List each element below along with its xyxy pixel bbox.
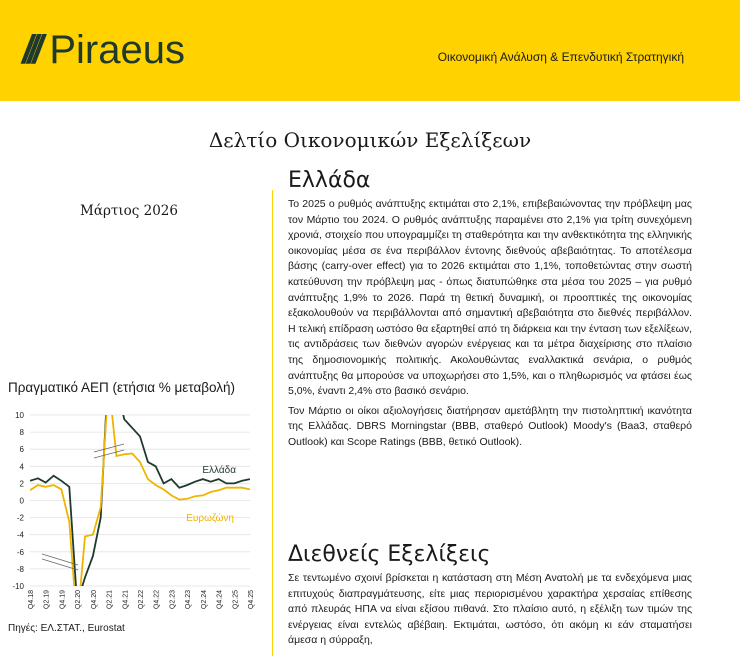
international-paragraph-1: Σε τεντωμένο σχοινί βρίσκεται η κατάσταση στη Μέση Ανατολή με τα ενδεχόμενα μιας επιτυχούς διαπραγμάτευσης, είτε μιας περιορισμένου χαρακτήρα χερσαίας επίθεσης από πλευράς ΗΠΑ να είναι εξίσου πιθανά. Στο πλαίσιο αυτό, η εξέλιξη των τιμών της ενέργειας είναι εντελώς αβέβαιη. Εκτιμάται, ωστόσο, ότι ακόμη κι εάν σταματήσει άμεσα η σύρραξη, (288, 572, 692, 647)
y-tick-label: -10 (12, 582, 24, 591)
x-tick-label: Q4.18 (28, 590, 35, 610)
y-tick-label: 0 (19, 496, 24, 506)
y-tick-label: 10 (15, 411, 24, 420)
document-title: Δελτίο Οικονομικών Εξελίξεων (208, 128, 532, 152)
x-tick-label: Q4.22 (153, 590, 161, 610)
greece-paragraph-2: Τον Μάρτιο οι οίκοι αξιολογήσεις διατήρησαν αμετάβλητη την πιστοληπτική ικανότητα της Ελλάδας. DBRS Morningstar (BBB, σταθερό Outlook) Moody's (Baa3, σταθερό Outlook) και Scope Ratings (BBB, θετικό Outlook). (288, 404, 692, 448)
x-tick-label: Q4.20 (90, 590, 98, 610)
y-tick-label: -4 (16, 530, 24, 540)
chart-title: Πραγματικό ΑΕΠ (ετήσια % μεταβολή) (8, 380, 236, 395)
x-tick-label: Q2.20 (75, 590, 83, 610)
document-date: Μάρτιος 2026 (80, 203, 178, 219)
y-tick-label: 8 (19, 428, 24, 438)
chart-source: Πηγές: ΕΛ.ΣΤΑΤ., Eurostat (8, 623, 125, 634)
x-tick-label: Q2.22 (138, 590, 145, 610)
logo-mark: /// (22, 28, 38, 72)
x-tick-label: Q2.19 (43, 590, 51, 610)
y-tick-label: -8 (16, 564, 24, 574)
y-tick-label: 4 (19, 462, 24, 472)
header-banner (0, 0, 740, 101)
x-tick-label: Q4.19 (59, 590, 67, 610)
eurozone-series-label: Ευρωζώνη (186, 513, 234, 524)
column-divider (272, 190, 273, 656)
x-tick-label: Q4.23 (185, 590, 193, 610)
x-tick-label: Q4.24 (216, 590, 224, 610)
x-tick-label: Q2.21 (106, 590, 114, 610)
international-body (288, 571, 692, 653)
piraeus-logo[interactable] (22, 28, 185, 72)
y-tick-label: -6 (16, 547, 24, 557)
y-tick-label: 2 (19, 479, 24, 489)
section-title-international: Διεθνείς Εξελίξεις (288, 542, 491, 567)
greece-body (288, 197, 692, 455)
greece-series-line (30, 406, 250, 603)
greece-series-label: Ελλάδα (202, 465, 236, 476)
x-tick-label: Q4.21 (122, 590, 130, 610)
x-tick-label: Q2.25 (232, 590, 240, 610)
section-title-greece: Ελλάδα (288, 168, 371, 193)
x-tick-label: Q4.25 (248, 590, 255, 610)
y-tick-label: 6 (19, 445, 24, 455)
greece-paragraph-1: Το 2025 ο ρυθμός ανάπτυξης εκτιμάται στο 2,1%, επιβεβαιώνοντας την πρόβλεψη μας τον Μάρτιο του 2024. Ο ρυθμός ανάπτυξης παραμένει στο 2,1% για τρίτη συνεχόμενη χρονιά, στοιχείο που υπογραμμίζει τη σταθερότητα και την ανθεκτικότητα της ελληνικής οικονομίας μέσα σε ένα περιβάλλον έντονης διεθνούς αβεβαιότητας. Το αποτέλεσμα βάσης (carry-over effect) για το 2026 εκτιμάται στο 1,1%, τοποθετώντας στην σωστή κατεύθυνση την πρόβλεψη μας - όπως διατυπώθηκε στα μέσα του 2025 – για ρυθμό ανάπτυξης 1,9% το 2026. Παρά τη θετική δυναμική, οι προοπτικές της οικονομίας εξακολουθούν να περιβάλλονται από σημαντική αβεβαιότητα στο διεθνές περιβάλλον. Η τελική επίδραση ωστόσο θα εξαρτηθεί από τη διάρκεια και την ένταση των εξελίξεων, τις αντιδράσεις των διεθνών αγορών ενέργειας και τα μέτρα διαχείρισης στο πλαίσιο της δημοσιονομικής πολιτικής. Ακολουθώντας εναλλακτικά σενάρια, ο ρυθμός ανάπτυξης θα μπορούσε να υποχωρήσει στο 1,5%, και ο πληθωρισμός να φτάσει έως 5,0%, έναντι 2,4% στο βασικό σενάριο. (288, 198, 692, 398)
logo-text: Piraeus (49, 28, 185, 72)
y-tick-label: -2 (16, 513, 24, 523)
gdp-line-chart (6, 406, 256, 620)
x-tick-label: Q2.24 (200, 590, 208, 610)
header-subtitle: Οικονομική Ανάλυση & Επενδυτική Στρατηγική (437, 50, 684, 64)
x-tick-label: Q2.23 (169, 590, 177, 610)
